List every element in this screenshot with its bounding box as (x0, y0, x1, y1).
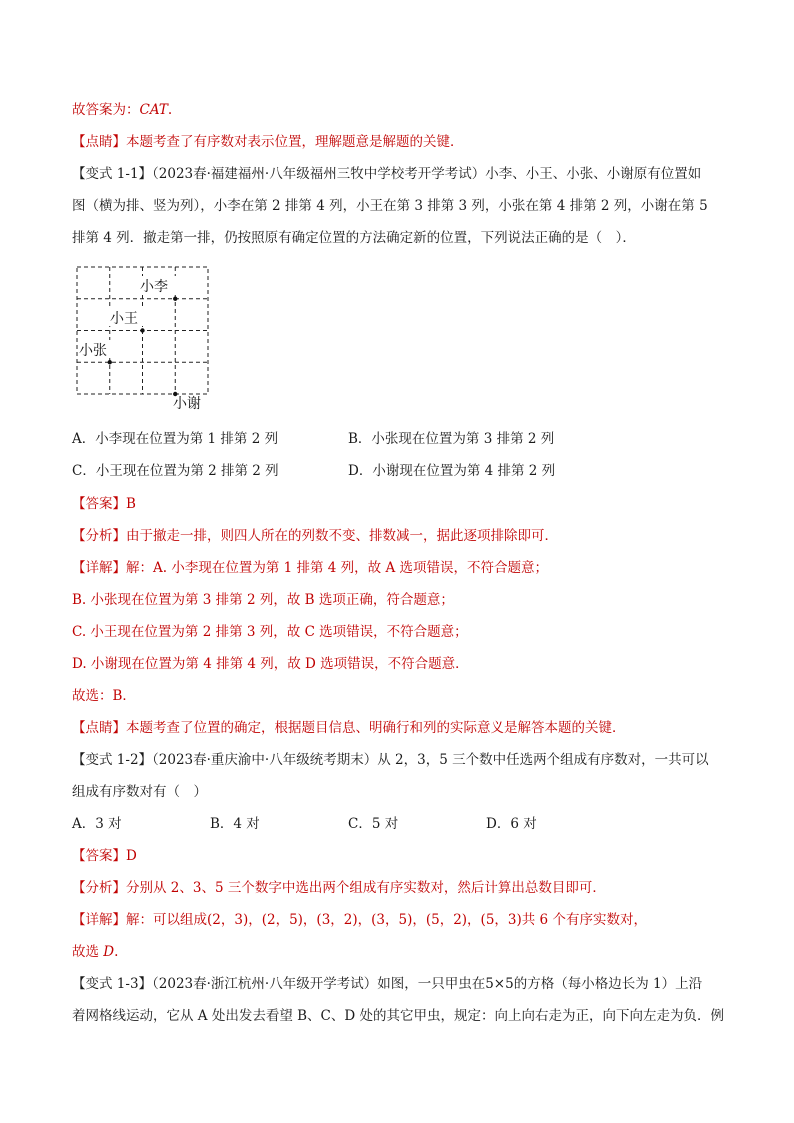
xiangjie-1-2-line (72, 910, 647, 930)
option-b: B．小张现在位置为第 3 排第 2 列 (348, 431, 555, 447)
xiangjie-tag: 【详解】 (72, 560, 126, 576)
dianjing-tag: 【点睛】 (72, 134, 126, 150)
dianjing-tag: 【点睛】 (72, 720, 126, 736)
label-xiaoli: 小李 (140, 279, 168, 295)
fenxi-tag: 【分析】 (72, 528, 126, 544)
dianjing-1-line (72, 132, 464, 152)
dot-xiaozhang (108, 360, 112, 364)
question-text: （2023春·浙江杭州·八年级开学考试）如图，一只甲虫在5×5的方格（每小格边长为 1）上沿 (152, 976, 703, 992)
answer-cat-line (72, 100, 172, 120)
option-c: C．小王现在位置为第 2 排第 2 列 (72, 463, 279, 479)
xiangjie-text: 解：A. 小李现在位置为第 1 排第 4 列，故 A 选项错误，不符合题意； (126, 560, 549, 576)
choose-1-1-line: 故选：B． (72, 688, 136, 704)
dot-xiaoli (173, 297, 177, 301)
answer-1-1-line (72, 494, 136, 514)
choose-prefix: 故选 (72, 944, 104, 960)
fenxi-1-1-line (72, 526, 558, 546)
label-xiaowang: 小王 (110, 311, 138, 327)
xiangjie-d-line: D. 小谢现在位置为第 4 排第 4 列，故 D 选项错误，不符合题意． (72, 656, 469, 672)
answer-value: D (126, 848, 137, 864)
answer-tag: 【答案】 (72, 496, 126, 512)
fenxi-tag: 【分析】 (72, 880, 126, 896)
answer-tag: 【答案】 (72, 848, 126, 864)
label-xiaoxie: 小谢 (173, 396, 201, 412)
answer-value: B (126, 496, 136, 512)
answer-1-2-line (72, 846, 137, 866)
variant-1-1-line1 (72, 164, 701, 184)
choose-1-2-line (72, 942, 118, 962)
label-xiaozhang: 小张 (79, 343, 107, 359)
variant-tag: 【变式 1-2】 (72, 752, 153, 768)
answer-value: CAT (139, 102, 168, 118)
xiangjie-c-line: C. 小王现在位置为第 2 排第 3 列，故 C 选项错误，不符合题意； (72, 624, 468, 640)
choose-value: D (103, 944, 115, 960)
variant-1-2-line1 (72, 750, 709, 770)
xiangjie-b-line: B. 小张现在位置为第 3 排第 2 列，故 B 选项正确，符合题意； (72, 592, 454, 608)
fenxi-text: 由于撤走一排，则四人所在的列数不变、排数减一，据此逐项排除即可． (126, 528, 558, 544)
xiangjie-text: 解：可以组成(2，3)，(2，5)，(3，2)，(3，5)，(5，2)，(5，3)共 6 个有序实数对， (126, 912, 647, 928)
answer-prefix: 故答案为： (72, 102, 140, 118)
dianjing-text: 本题考查了有序数对表示位置，理解题意是解题的关键． (126, 134, 464, 150)
variant-1-3-line2: 着网格线运动，它从 A 处出发去看望 B、C、D 处的其它甲虫，规定：向上向右走为正，向下向左走为负．例 (72, 1008, 724, 1024)
question-text: （2023春·福建福州·八年级福州三牧中学校考开学考试）小李、小王、小张、小谢原有位置如 (152, 166, 702, 182)
fenxi-1-2-line (72, 878, 606, 898)
xiangjie-1-1-line (72, 558, 548, 578)
xiangjie-tag: 【详解】 (72, 912, 126, 928)
seat-grid-figure (72, 262, 222, 417)
variant-tag: 【变式 1-1】 (72, 166, 153, 182)
option-a: A．小李现在位置为第 1 排第 2 列 (72, 431, 279, 447)
answer-suffix: . (167, 102, 173, 118)
variant-1-3-line1 (72, 974, 702, 994)
variant-tag: 【变式 1-3】 (72, 976, 153, 992)
choose-suffix: . (114, 944, 119, 960)
variant-1-1-line3: 排第 4 列．撤走第一排，仍按照原有确定位置的方法确定新的位置，下列说法正确的是（ ）． (72, 230, 636, 246)
option-c: C．5 对 (348, 816, 399, 832)
fenxi-text: 分别从 2、3、5 三个数字中选出两个组成有序实数对，然后计算出总数目即可． (126, 880, 606, 896)
option-a: A．3 对 (72, 816, 122, 832)
dianjing-2-line (72, 718, 626, 738)
variant-1-1-line2: 图（横为排、竖为列），小李在第 2 排第 4 列，小王在第 3 排第 3 列，小张在第 4 排第 2 列，小谢在第 5 (72, 198, 708, 214)
option-d: D．小谢现在位置为第 4 排第 2 列 (348, 463, 556, 479)
option-d: D．6 对 (486, 816, 537, 832)
question-text: （2023春·重庆渝中·八年级统考期末）从 2，3，5 三个数中任选两个组成有序数对，一共可以 (152, 752, 709, 768)
dianjing-text: 本题考查了位置的确定，根据题目信息、明确行和列的实际意义是解答本题的关键． (126, 720, 626, 736)
option-b: B．4 对 (210, 816, 260, 832)
variant-1-2-line2: 组成有序数对有（ ） (72, 784, 207, 800)
dot-xiaowang (140, 328, 144, 332)
